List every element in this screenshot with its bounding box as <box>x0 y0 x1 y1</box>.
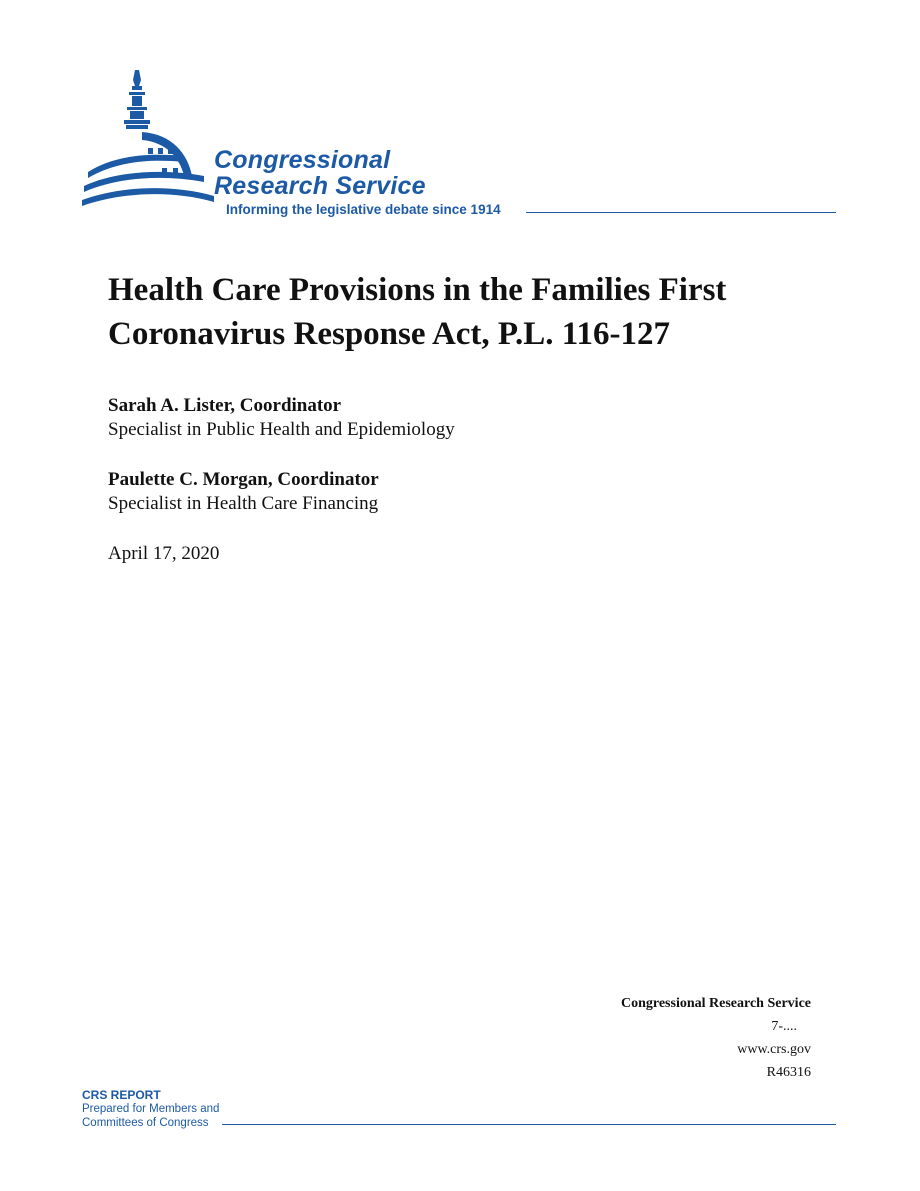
author-name: Paulette C. Morgan, Coordinator <box>108 469 379 490</box>
tagline-divider <box>526 212 836 213</box>
author-role: Specialist in Health Care Financing <box>108 493 379 514</box>
logo-text-congressional: Congressional <box>214 146 391 174</box>
footer-line-2: Prepared for Members and <box>82 1103 220 1115</box>
crs-website-link[interactable]: www.crs.gov <box>737 1042 811 1057</box>
author-role: Specialist in Public Health and Epidemiology <box>108 419 455 440</box>
crs-report-id: R46316 <box>766 1065 811 1080</box>
crs-logo <box>80 68 840 218</box>
capitol-dome-icon <box>80 68 220 218</box>
crs-report-number: 7-.... <box>771 1019 797 1034</box>
report-date: April 17, 2020 <box>108 543 220 564</box>
footer-divider <box>222 1124 836 1125</box>
crs-report-footer <box>82 1088 219 1130</box>
author-1 <box>108 394 455 442</box>
logo-tagline: Informing the legislative debate since 1914 <box>226 202 501 217</box>
crs-info-block <box>621 992 811 1084</box>
report-title: Health Care Provisions in the Families First Coronavirus Response Act, P.L. 116-127 <box>108 272 727 352</box>
footer-report-label: CRS REPORT <box>82 1088 161 1102</box>
author-name: Sarah A. Lister, Coordinator <box>108 395 342 416</box>
logo-text-research-service: Research Service <box>214 172 426 200</box>
crs-org-name: Congressional Research Service <box>620 996 811 1011</box>
author-2 <box>108 468 379 516</box>
footer-line-3: Committees of Congress <box>82 1117 209 1129</box>
